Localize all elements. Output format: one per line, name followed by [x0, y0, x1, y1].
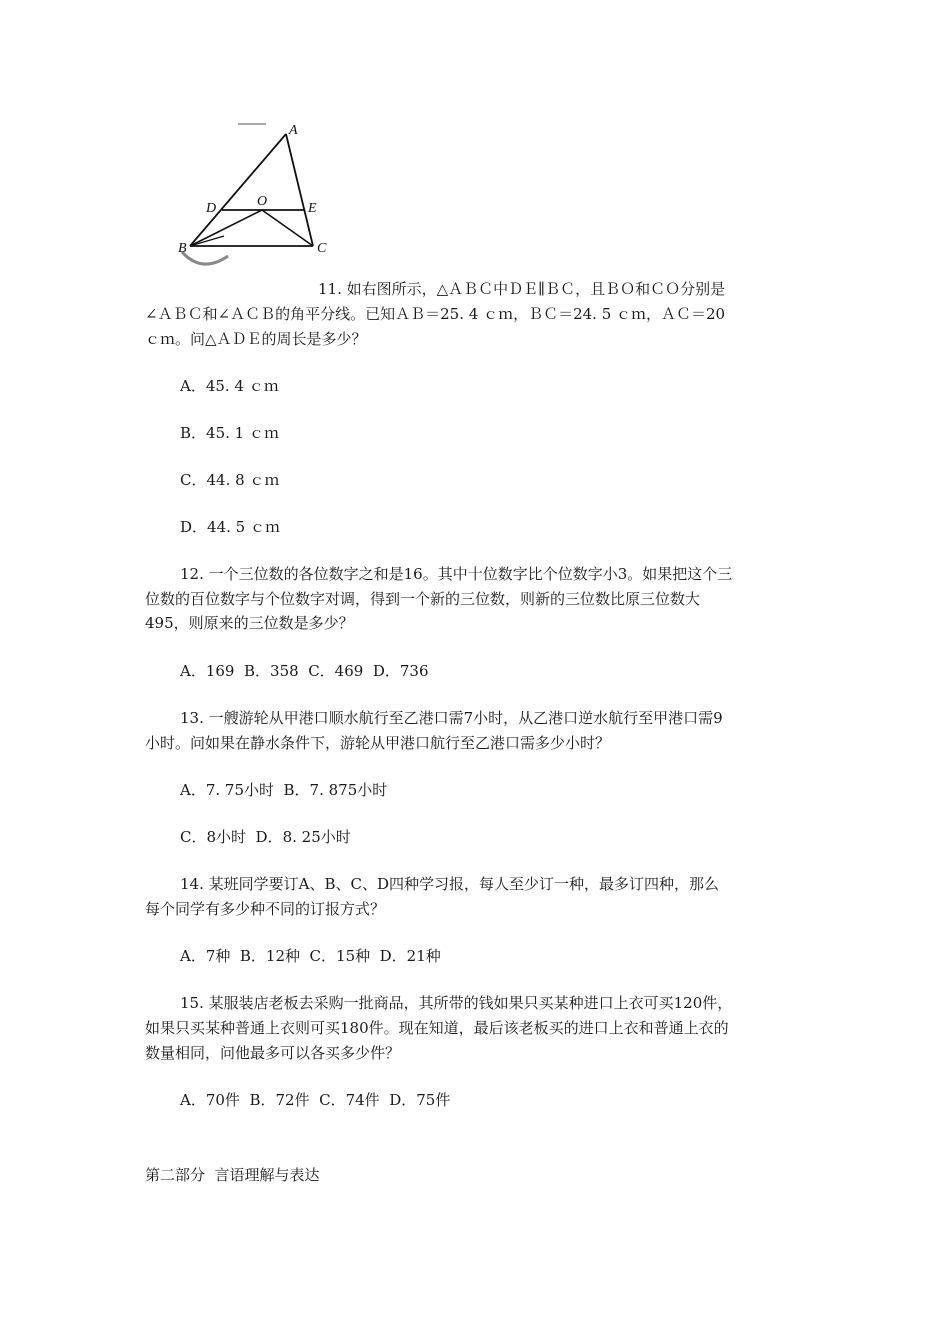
- label-b: B: [178, 241, 187, 256]
- q13-line1: 13. 一艘游轮从甲港口顺水航行至乙港口需7小时，从乙港口逆水航行至甲港口需9: [180, 709, 723, 727]
- segment-bo: [190, 210, 262, 246]
- q15-line1: 15. 某服装店老板去采购一批商品，其所带的钱如果只买某种进口上衣可买120件，: [180, 994, 733, 1012]
- q11-line1: 11. 如右图所示，△ＡＢＣ中ＤＥ∥ＢＣ，且ＢＯ和ＣＯ分别是: [318, 280, 726, 298]
- q13-options-row2: C．8小时 D．8. 25小时: [180, 828, 351, 846]
- q11-line2: ∠ＡＢＣ和∠ＡＣＢ的角平分线。已知ＡＢ＝25. 4 ｃｍ，ＢＣ＝24. 5 ｃｍ，ＡＣ＝20: [145, 305, 726, 323]
- label-d: D: [206, 201, 217, 216]
- q15-line3: 数量相同，问他最多可以各买多少件？: [145, 1044, 401, 1062]
- label-o: O: [257, 194, 268, 209]
- section-title: 第二部分 言语理解与表达: [145, 1166, 320, 1184]
- q11-option-d: D．44. 5 ｃｍ: [180, 518, 280, 536]
- scan-mark-bottom: [182, 252, 228, 264]
- q11-line3: ｃｍ。问△ＡＤＥ的周长是多少？: [145, 330, 367, 348]
- triangle-figure: [168, 116, 338, 276]
- label-e: E: [308, 201, 317, 216]
- q12-line1: 12. 一个三位数的各位数字之和是16。其中十位数字比个位数字小3。如果把这个三: [180, 565, 733, 583]
- q15-line2: 如果只买某种普通上衣则可买180件。现在知道，最后该老板买的进口上衣和普通上衣的: [145, 1019, 729, 1037]
- q14-options: A．7种 B．12种 C．15种 D．21种: [180, 947, 441, 965]
- side-ab: [190, 134, 286, 246]
- q12-line2: 位数的百位数字与个位数字对调，得到一个新的三位数，则新的三位数比原三位数大: [145, 590, 701, 608]
- q12-line3: 495，则原来的三位数是多少？: [145, 614, 354, 632]
- q11-option-b: B．45. 1 ｃｍ: [180, 424, 279, 442]
- q13-options-row1: A．7. 75小时 B．7. 875小时: [180, 781, 388, 799]
- q14-line1: 14. 某班同学要订A、B、C、D四种学习报，每人至少订一种，最多订四种，那么: [180, 875, 719, 893]
- triangle-diagram: [168, 116, 338, 276]
- q14-line2: 每个同学有多少种不同的订报方式？: [145, 900, 386, 918]
- q12-options: A．169 B．358 C．469 D．736: [180, 662, 429, 680]
- q11-option-c: C．44. 8 ｃｍ: [180, 471, 280, 489]
- q15-options: A．70件 B．72件 C．74件 D．75件: [180, 1091, 451, 1109]
- q11-option-a: A．45. 4 ｃｍ: [180, 377, 279, 395]
- label-c: C: [317, 241, 327, 256]
- q13-line2: 小时。问如果在静水条件下，游轮从甲港口航行至乙港口需多少小时？: [145, 734, 611, 752]
- label-a: A: [289, 123, 298, 138]
